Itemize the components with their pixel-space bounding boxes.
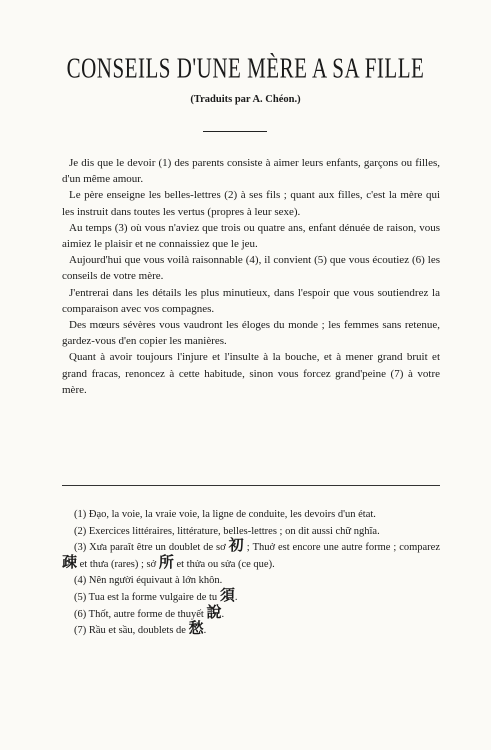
page-title: CONSEILS D'UNE MÈRE A SA FILLE [66,52,425,85]
footnote-2: (2) Exercices littéraires, littérature, belles-lettres ; on dit aussi chữ nghĩa. [74,525,380,537]
footnote-7: (7) Rầu et sầu, doublets de 愁. [74,619,207,638]
translator-credit: (Traduits par A. Chéon.) [190,94,301,105]
footnote-3 [62,536,440,573]
footnote-divider [62,485,440,486]
han-character: 說 [206,602,222,621]
main-text [62,155,440,398]
paragraph: J'entrerai dans les détails les plus minutieux, dans l'espoir que vous soutiendrez la comparaison avec vos compagnes. [62,286,440,315]
footnote-6-text: (6) Thốt, autre forme de thuyết [74,608,204,620]
paragraph: Au temps (3) où vous n'aviez que trois ou quatre ans, enfant dénuée de raison, vous aimiez le plaisir et ne connaissiez que le jeu. [62,221,440,251]
footnote-1: (1) Đạo, la voie, la vraie voie, la ligne de conduite, les devoirs d'un état. [74,509,376,520]
footnote-5: (5) Tua est la forme vulgaire de tu 須. [74,585,238,604]
han-character: 所 [158,552,174,571]
footnote-5-text: (5) Tua est la forme vulgaire de tu [74,591,218,603]
footnote-4: (4) Nên người équivaut à lớn khôn. [74,575,223,587]
footnote-7-text: (7) Rầu et sầu, doublets de [74,625,186,637]
han-character: 愁 [188,619,204,638]
footnote-3-text-d: et thửa ou sửa (ce que). [176,558,275,570]
footnotes [62,507,440,640]
paragraph: Le père enseigne les belles-lettres (2) à ses fils ; quant aux filles, c'est la mère qui les instruit dans toutes les vertus (propres à leur sexe). [62,189,440,218]
footnote-3-text-c: et thưa (rares) ; sở [79,558,157,570]
paragraph: Quant à avoir toujours l'injure et l'insulte à la bouche, et à mener grand bruit et grand fracas, renoncez à cette habitude, sinon vous forcez grand'peine (7) à votre mère. [62,351,440,396]
footnote-6: (6) Thốt, autre forme de thuyết 說. [74,602,225,621]
paragraph: Aujourd'hui que vous voilà raisonnable (4), il convient (5) que vous écoutiez (6) les conseils de votre mère. [62,254,440,283]
han-character: 疎 [62,552,78,571]
han-character: 須 [219,585,235,604]
title-divider [203,131,267,132]
paragraph: Des mœurs sévères vous vaudront les éloges du monde ; les femmes sans retenue, gardez-vous d'en copier les manières. [62,319,440,348]
footnote-3-text-b: ; Thuở est encore une autre forme ; comparez [246,542,440,554]
footnote-3-text-a: (3) Xưa paraît être un doublet de sơ [74,542,226,554]
paragraph: Je dis que le devoir (1) des parents consiste à aimer leurs enfants, garçons ou filles, d'un même amour. [62,157,440,186]
han-character: 初 [228,536,244,555]
